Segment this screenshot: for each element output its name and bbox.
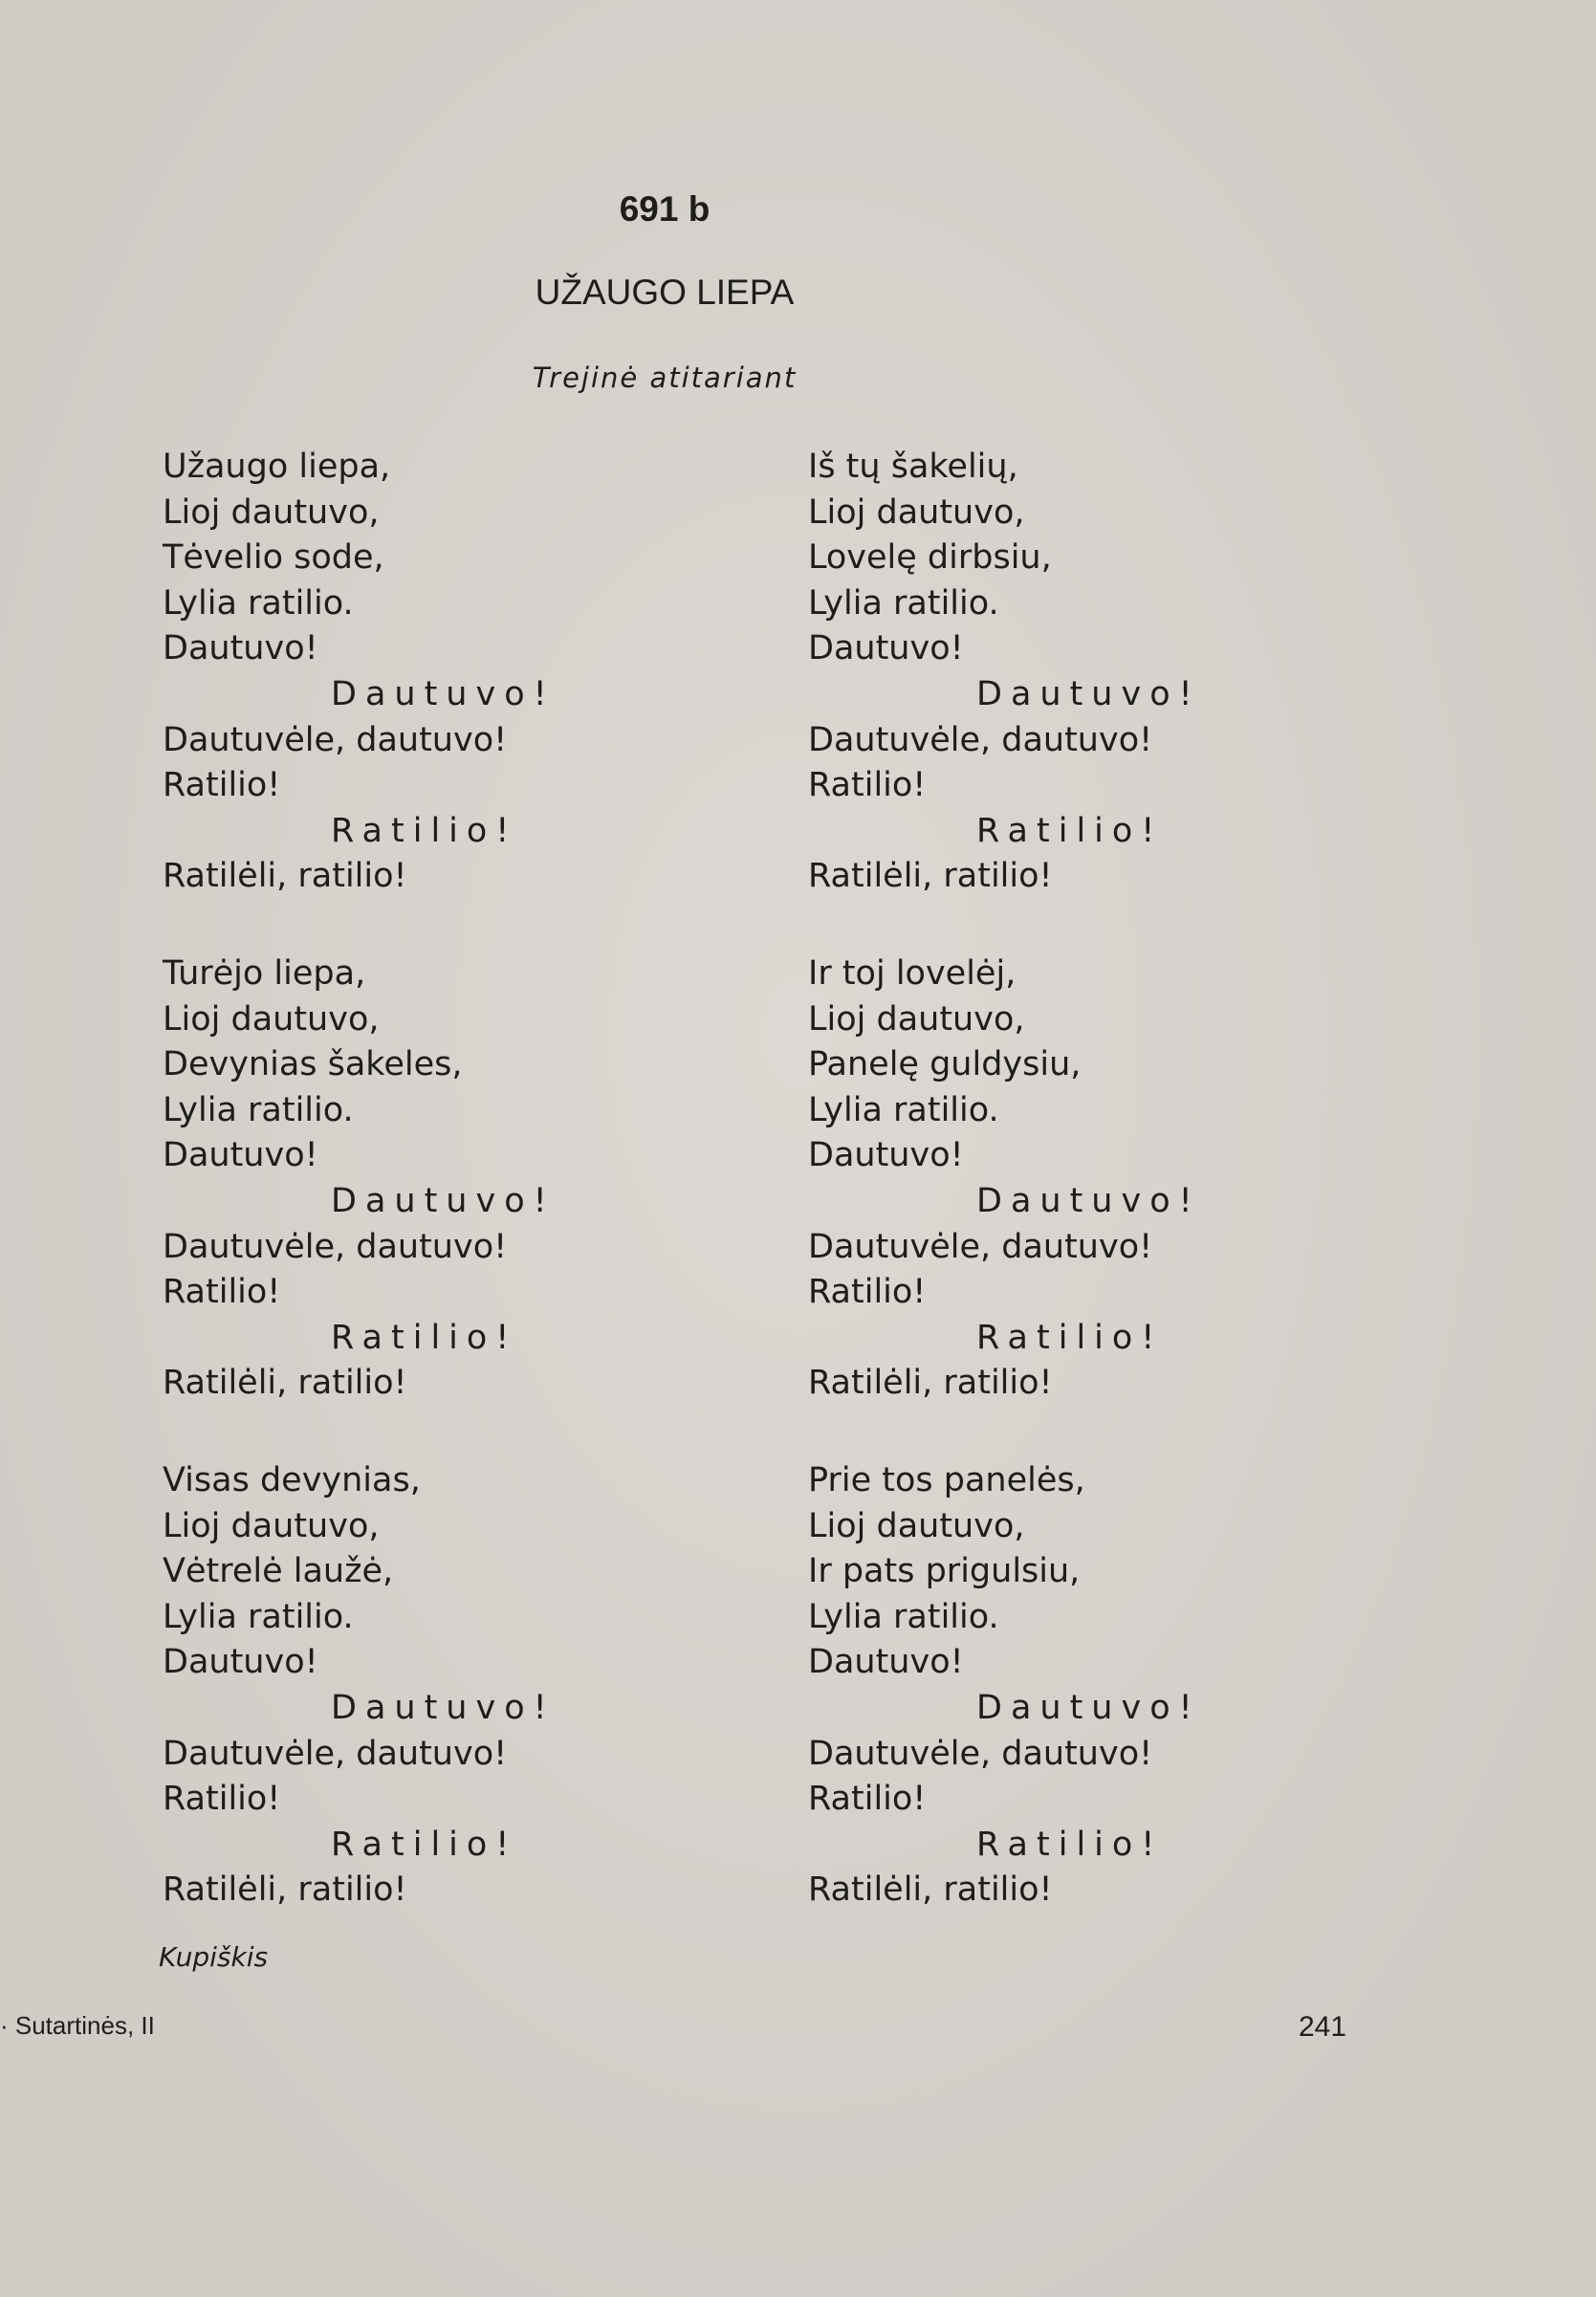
verse-line: Panelę guldysiu,: [808, 1045, 1082, 1083]
verse-line-refrain: Dautuvo!: [331, 1182, 556, 1220]
verse-line: Ratilėli, ratilio!: [163, 1870, 407, 1909]
verse-line-refrain: Dautuvo!: [976, 1182, 1201, 1220]
verse-line: Tėvelio sode,: [163, 538, 384, 577]
verse-line: Ir pats prigulsiu,: [808, 1552, 1081, 1590]
verse-line: Lylia ratilio.: [808, 1598, 999, 1636]
verse-line-refrain: Ratilio!: [976, 1319, 1164, 1357]
verse-line: Lioj dautuvo,: [808, 493, 1025, 532]
verse-line: Ratilėli, ratilio!: [808, 1364, 1053, 1402]
verse-line: Lylia ratilio.: [163, 1598, 354, 1636]
verse-line: Ir toj lovelėj,: [808, 954, 1017, 993]
verse-line: Turėjo liepa,: [163, 954, 366, 993]
verse-line: Dautuvo!: [808, 1136, 964, 1174]
verse-line: Lioj dautuvo,: [163, 1000, 380, 1039]
verse-line: Dautuvėle, dautuvo!: [163, 721, 508, 759]
verse-line: Lioj dautuvo,: [808, 1000, 1025, 1039]
song-subtitle: Trejinė atitariant: [532, 361, 798, 394]
footer-book-title: · Sutartinės, II: [0, 2011, 155, 2040]
verse-line: Dautuvėle, dautuvo!: [808, 1735, 1153, 1773]
verse-line: Ratilėli, ratilio!: [808, 1870, 1053, 1909]
verse-line: Devynias šakeles,: [163, 1045, 463, 1083]
verse-line: Ratilio!: [808, 1273, 927, 1311]
verse-line: Dautuvo!: [808, 629, 964, 667]
verse-line: Lylia ratilio.: [163, 584, 354, 623]
verse-line-refrain: Dautuvo!: [331, 1689, 556, 1727]
verse-line: Iš tų šakelių,: [808, 448, 1018, 486]
verse-line: Ratilėli, ratilio!: [163, 1364, 407, 1402]
verse-line-refrain: Dautuvo!: [976, 675, 1201, 713]
verse-line: Ratilio!: [808, 766, 927, 804]
verse-line: Ratilėli, ratilio!: [163, 857, 407, 895]
verse-line: Lylia ratilio.: [808, 584, 999, 623]
verse-line: Lovelę dirbsiu,: [808, 538, 1052, 577]
verse-line: Dautuvo!: [163, 629, 318, 667]
page-number: 241: [1299, 2011, 1347, 2043]
verse-line: Visas devynias,: [163, 1461, 421, 1499]
verse-line-refrain: Ratilio!: [976, 812, 1164, 850]
verse-line-refrain: Dautuvo!: [331, 675, 556, 713]
verse-line: Dautuvo!: [808, 1643, 964, 1681]
verse-line: Dautuvėle, dautuvo!: [163, 1735, 508, 1773]
verse-line: Dautuvėle, dautuvo!: [808, 721, 1153, 759]
verse-line: Ratilio!: [163, 766, 281, 804]
verse-line: Lylia ratilio.: [163, 1091, 354, 1129]
verse-line-refrain: Ratilio!: [331, 812, 518, 850]
verse-line: Lylia ratilio.: [808, 1091, 999, 1129]
verse-line: Ratilio!: [163, 1780, 281, 1818]
verse-line: Dautuvėle, dautuvo!: [163, 1228, 508, 1266]
verse-line: Užaugo liepa,: [163, 448, 391, 486]
verse-line: Prie tos panelės,: [808, 1461, 1085, 1499]
verse-line: Dautuvėle, dautuvo!: [808, 1228, 1153, 1266]
verse-line: Ratilėli, ratilio!: [808, 857, 1053, 895]
verse-line: Lioj dautuvo,: [163, 493, 380, 532]
verse-line-refrain: Dautuvo!: [976, 1689, 1201, 1727]
verse-line-refrain: Ratilio!: [331, 1826, 518, 1864]
verse-line: Ratilio!: [163, 1273, 281, 1311]
verse-line: Vėtrelė laužė,: [163, 1552, 394, 1590]
verse-line: Lioj dautuvo,: [163, 1507, 380, 1545]
verse-line: Lioj dautuvo,: [808, 1507, 1025, 1545]
place-name: Kupiškis: [159, 1941, 269, 1973]
song-title: UŽAUGO LIEPA: [535, 273, 795, 312]
verse-line-refrain: Ratilio!: [976, 1826, 1164, 1864]
verse-line: Ratilio!: [808, 1780, 927, 1818]
verse-line: Dautuvo!: [163, 1643, 318, 1681]
verse-line: Dautuvo!: [163, 1136, 318, 1174]
verse-line-refrain: Ratilio!: [331, 1319, 518, 1357]
song-number: 691 b: [619, 189, 711, 229]
